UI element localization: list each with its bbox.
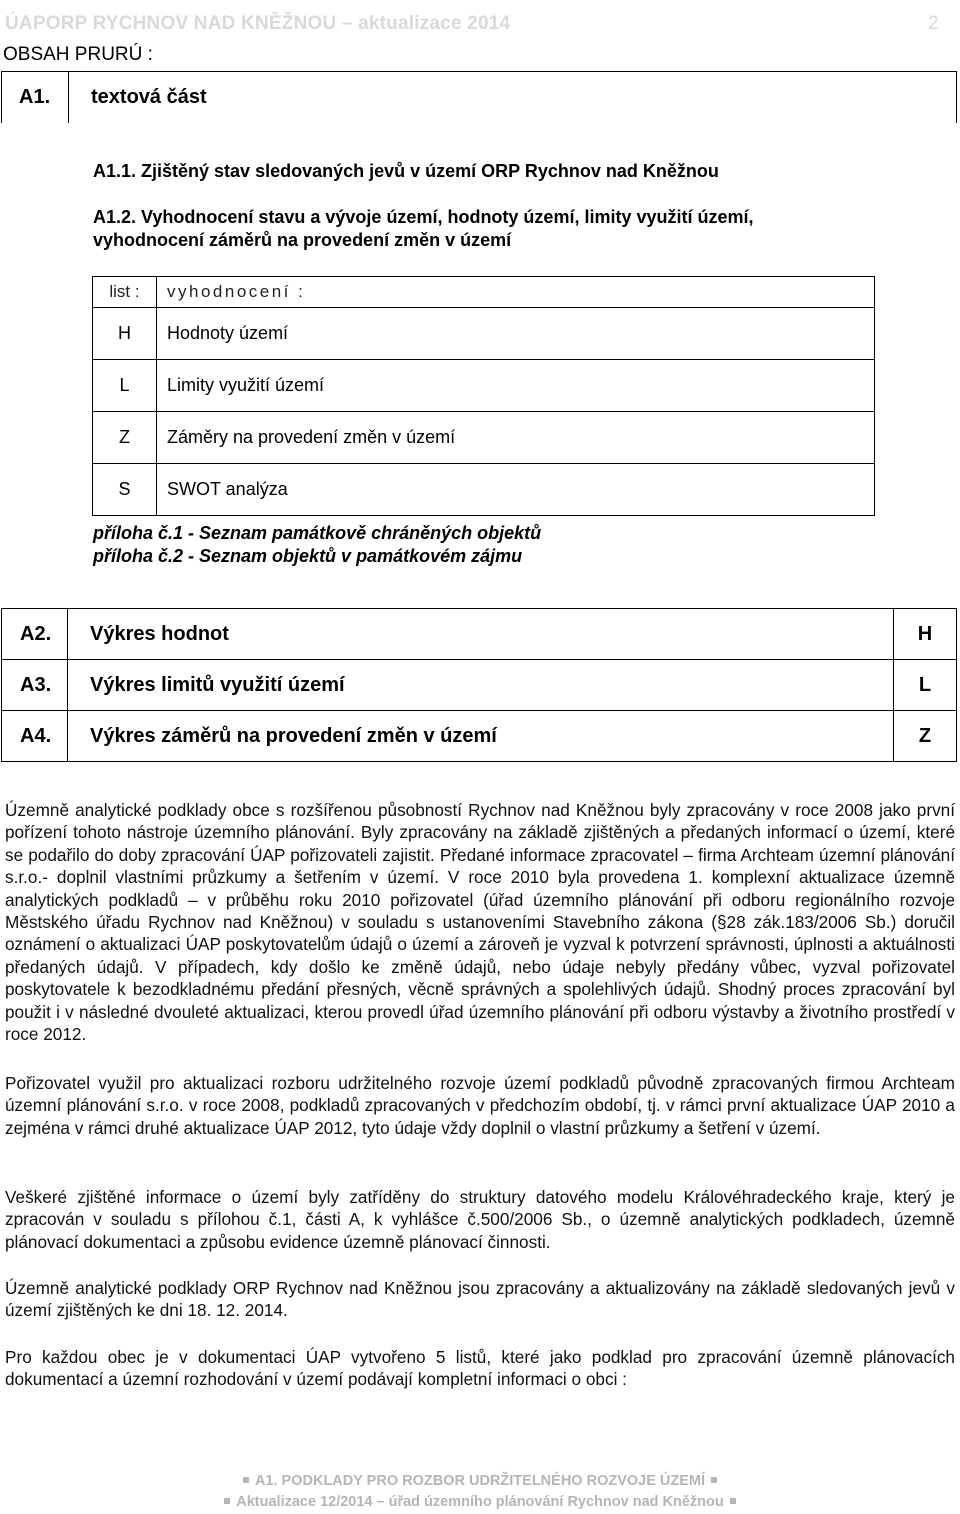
body-paragraph-5: Pro každou obec je v dokumentaci ÚAP vytvořeno 5 listů, které jako podklad pro zpracování územně plánovacích dokumentací a územní rozhodování v území podávají kompletní informaci o obci : <box>5 1347 955 1390</box>
table-row <box>93 412 875 464</box>
table-row <box>93 464 875 516</box>
drawing-code: A3. <box>2 660 68 711</box>
list-value: Hodnoty území <box>157 308 875 360</box>
drawing-code: A4. <box>2 711 68 762</box>
table-header-row <box>93 277 875 308</box>
document-header-title: ÚAPORP RYCHNOV NAD KNĚŽNOU – aktualizace 2014 <box>5 13 511 34</box>
footer-text-1: A1. PODKLADY PRO ROZBOR UDRŽITELNÉHO ROZVOJE ÚZEMÍ <box>254 1473 706 1489</box>
footer-line-2 <box>0 1494 960 1510</box>
section-a1-code: A1. <box>19 86 51 108</box>
list-key: L <box>93 360 157 412</box>
table-row <box>93 360 875 412</box>
list-value: SWOT analýza <box>157 464 875 516</box>
footer-line-1 <box>0 1473 960 1489</box>
section-a1-divider <box>68 71 69 123</box>
list-value: Limity využití území <box>157 360 875 412</box>
footer-text-2: Aktualizace 12/2014 – úřad územního plánování Rychnov nad Kněžnou <box>236 1494 724 1510</box>
table-row <box>2 711 957 762</box>
drawing-title: Výkres hodnot <box>68 609 894 660</box>
subsection-a1-2-line1: A1.2. Vyhodnocení stavu a vývoje území, hodnoty území, limity využití území, <box>93 207 754 227</box>
subsection-a1-1: A1.1. Zjištěný stav sledovaných jevů v území ORP Rychnov nad Kněžnou <box>93 161 719 181</box>
body-paragraph-2: Pořizovatel využil pro aktualizaci rozboru udržitelného rozvoje území podkladů původně zpracovaných firmou Archteam územní plánování s.r.o. v roce 2008, podkladů zpracovaných v předchozím období, tj. v rámci první aktualizace ÚAP 2010 a zejména v rámci druhé aktualizace ÚAP 2012, tyto údaje vždy doplnil o vlastní průzkumy a šetření v území. <box>5 1073 955 1138</box>
body-paragraph-3: Veškeré zjištěné informace o území byly zatříděny do struktury datového modelu Královéhradeckého kraje, který je zpracován v souladu s přílohou č.1, části A, k vyhlášce č.500/2006 Sb., o územně analytických podkladech, územně plánovací dokumentaci a způsobu evidence územně plánovací činnosti. <box>5 1187 955 1252</box>
square-bullet-icon <box>224 1498 230 1504</box>
page-number: 2 <box>928 13 939 34</box>
body-paragraph-4: Územně analytické podklady ORP Rychnov nad Kněžnou jsou zpracovány a aktualizovány na základě sledovaných jevů v území zjištěných ke dni 18. 12. 2014. <box>5 1278 955 1321</box>
square-bullet-icon <box>711 1477 717 1483</box>
list-key: Z <box>93 412 157 464</box>
section-a1-label: textová část <box>91 86 207 108</box>
subsection-a1-2-line2: vyhodnocení záměrů na provedení změn v území <box>93 230 512 250</box>
square-bullet-icon <box>243 1477 249 1483</box>
list-key: S <box>93 464 157 516</box>
appendix-1: příloha č.1 - Seznam památkově chráněných objektů <box>93 523 542 543</box>
list-header-value: vyhodnocení : <box>157 277 875 308</box>
table-row <box>93 308 875 360</box>
table-row <box>2 660 957 711</box>
square-bullet-icon <box>730 1498 736 1504</box>
drawing-sheet: H <box>894 609 957 660</box>
drawing-title: Výkres limitů využití území <box>68 660 894 711</box>
body-paragraph-1: Územně analytické podklady obce s rozšířenou působností Rychnov nad Kněžnou byly zpracovány v roce 2008 jako první pořízení tohoto nástroje územního plánování. Byly zpracovány na základě zjištěných a předaných informací o území, které se podařilo do doby zpracování ÚAP pořizovateli zajistit. Předané informace zpracovatel – firma Archteam územní plánování s.r.o.- doplnil vlastními průzkumy a šetřením v území. V roce 2010 byla provedena 1. komplexní aktualizace územně analytických podkladů – v průběhu roku 2010 pořizovatel (úřad územního plánování při odboru regionálního rozvoje Městského úřadu Rychnov nad Kněžnou) v souladu s ustanoveními Stavebního zákona (§28 zák.183/2006 Sb.) doručil oznámení o aktualizaci ÚAP poskytovatelům údajů o území a zároveň je vyzval k potvrzení správnosti, úplnosti a aktuálnosti předaných údajů. V případech, kdy došlo ke změně údajů, nebo údaje nebyly předány vůbec, vyzval pořizovatel poskytovatele k bezodkladnému předání přesných, věcně správných a spolehlivých údajů. Shodný proces zpracování byl použit i v následné dvouleté aktualizaci, kterou provedl úřad územního plánování při odboru výstavby a životního prostředí v roce 2012. <box>5 800 955 1045</box>
drawing-code: A2. <box>2 609 68 660</box>
list-value: Záměry na provedení změn v území <box>157 412 875 464</box>
drawings-table <box>1 608 957 762</box>
table-row <box>2 609 957 660</box>
list-header-key: list : <box>93 277 157 308</box>
drawing-title: Výkres záměrů na provedení změn v území <box>68 711 894 762</box>
toc-title: OBSAH PRURÚ : <box>3 44 153 65</box>
appendix-2: příloha č.2 - Seznam objektů v památkovém zájmu <box>93 546 523 566</box>
list-key: H <box>93 308 157 360</box>
drawing-sheet: L <box>894 660 957 711</box>
drawing-sheet: Z <box>894 711 957 762</box>
evaluation-list-table <box>92 276 875 516</box>
